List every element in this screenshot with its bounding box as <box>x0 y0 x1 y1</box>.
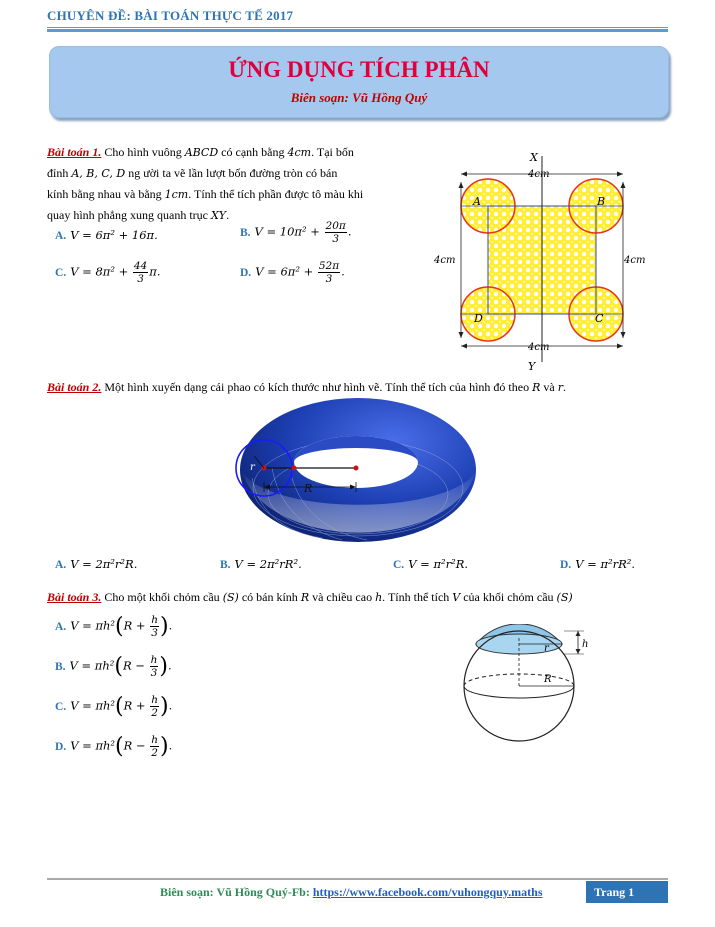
option-letter: C. <box>55 266 67 279</box>
option-letter: C. <box>55 700 67 713</box>
fraction-denominator: 2 <box>151 747 158 759</box>
author-line: Biên soạn: Vũ Hồng Quý <box>290 90 428 105</box>
problem1-text-part: . <box>226 208 230 222</box>
option-letter: D. <box>560 559 572 571</box>
label-right-4cm: 4cm <box>624 255 646 266</box>
fraction-numerator: 20π <box>325 220 346 232</box>
fraction-denominator: 3 <box>137 273 144 285</box>
option-letter: B. <box>55 660 66 673</box>
problem3-cap-s: (S) <box>222 591 239 604</box>
facebook-link[interactable]: https://www.facebook.com/vuhongquy.maths <box>312 885 543 899</box>
torus-label-big-r: R <box>304 482 313 495</box>
problem1-option-b[interactable]: B. V = 10π² + $\frac{20\pi}{3}$ . <box>240 220 352 245</box>
fraction <box>318 260 340 285</box>
problem3-option-d[interactable]: D. V = πh²(R − $\frac{h}{2}$ ). <box>55 734 173 759</box>
problem3-text-part: có bán kính <box>238 590 301 604</box>
page-number: Trang 1 <box>586 881 668 903</box>
problem2-text-part: Một hình xuyến dạng cái phao có kích thước như hình vẽ. Tính thể tích của hình đó theo <box>101 380 533 394</box>
problem3-option-c[interactable]: C. V = πh²(R + $\frac{h}{2}$ ). <box>55 694 173 719</box>
option-expression: V = 2π²r²R <box>70 557 134 571</box>
label-c: C <box>595 312 604 325</box>
problem3-option-b[interactable]: B. V = πh²(R − $\frac{h}{3}$ ). <box>55 654 172 679</box>
fraction-numerator: h <box>150 654 158 666</box>
fraction-numerator: 52π <box>318 260 340 272</box>
fraction-numerator: 44 <box>133 260 148 272</box>
option-letter: D. <box>240 266 252 279</box>
fraction <box>150 654 159 679</box>
problem1-text-part: Cho hình vuông <box>101 145 185 159</box>
option-inner: R + <box>123 698 150 713</box>
label-x: X <box>530 151 538 164</box>
label-top-4cm: 4cm <box>528 169 550 180</box>
problem2-option-a[interactable]: A. V = 2π²r²R. <box>55 557 138 571</box>
fraction-denominator: 2 <box>151 707 158 719</box>
problem1-option-d[interactable]: D. V = 6π² + $\frac{52\pi}{3}$ . <box>240 260 345 285</box>
label-b: B <box>597 195 606 208</box>
fraction <box>133 260 148 285</box>
problem2-label: Bài toán 2. <box>47 380 102 394</box>
problem2-text <box>47 377 677 398</box>
fraction-numerator: h <box>151 614 158 626</box>
problem3-text-part: của khối chỏm cầu <box>460 590 557 604</box>
problem1-text-part: ng ười ta vẽ lần lượt bốn đường tròn có bán <box>125 166 338 180</box>
problem1-text-part: quay hình phẳng xung quanh trục <box>47 208 211 222</box>
option-letter: D. <box>55 740 67 753</box>
problem2-text-part: và <box>540 380 558 394</box>
option-letter: A. <box>55 230 67 242</box>
page-title: ỨNG DỤNG TÍCH PHÂN <box>228 57 490 82</box>
option-expression: V = π²rR² <box>575 557 632 571</box>
option-expression: V = 6π² + <box>255 264 317 279</box>
label-left-4cm: 4cm <box>434 255 456 266</box>
problem1-vertices: A, B, C, D <box>71 167 126 180</box>
option-inner: R − <box>123 738 150 753</box>
cap-label-h: h <box>582 639 589 650</box>
option-expression: V = 6π² + 16π <box>70 228 155 242</box>
problem1-label: Bài toán 1. <box>47 145 102 159</box>
fraction-denominator: 3 <box>332 233 340 245</box>
label-d: D <box>474 312 483 325</box>
footer-rule <box>47 878 668 880</box>
problem1-option-c[interactable]: C. V = 8π² + $\frac{44}{3}$ π. <box>55 260 161 285</box>
fraction <box>325 220 347 245</box>
cap-label-r: r <box>544 643 549 654</box>
option-letter: A. <box>55 559 67 571</box>
torus-label-r: r <box>250 462 255 473</box>
problem3-text-part: . Tính thể tích <box>382 590 453 604</box>
problem3-text-part: Cho một khối chỏm cầu <box>101 590 223 604</box>
option-expression: V = πh² <box>70 738 116 753</box>
problem1-text-part: kính bằng nhau và bằng <box>47 187 165 201</box>
problem3-var-v: V <box>452 591 461 604</box>
option-letter: B. <box>240 226 251 239</box>
fraction-denominator: 3 <box>151 627 158 639</box>
problem1-side: 4cm <box>287 146 312 159</box>
label-a: A <box>473 195 481 208</box>
problem2-option-d[interactable]: D. V = π²rR². <box>560 557 636 571</box>
option-expression: V = πh² <box>70 698 116 713</box>
spherical-cap-figure <box>458 624 598 748</box>
problem2-text-part: . <box>562 380 566 394</box>
problem3-text-part: và chiều cao <box>309 590 376 604</box>
option-expression: V = πh² <box>70 618 116 633</box>
fraction <box>150 734 159 759</box>
problem1-text-part: . Tại bốn <box>311 145 354 159</box>
problem3-cap-s: (S) <box>556 591 573 604</box>
option-letter: B. <box>220 559 231 571</box>
option-expression: V = πh² <box>69 658 115 673</box>
fraction-denominator: 3 <box>325 273 333 285</box>
option-letter: A. <box>55 620 67 633</box>
problem3-option-a[interactable]: A. V = πh²(R + $\frac{h}{3}$ ). <box>55 614 173 639</box>
footer-credit-text: Biên soạn: Vũ Hồng Quý-Fb: <box>160 885 313 899</box>
fraction-denominator: 3 <box>150 667 158 679</box>
option-expression: V = 10π² + <box>254 224 324 239</box>
problem2-var-r: r <box>557 381 563 394</box>
problem1-text-part: đỉnh <box>47 166 72 180</box>
problem1-text-part: . Tính thể tích phần được tô màu khi <box>188 187 364 201</box>
problem2-var-r-big: R <box>532 381 541 394</box>
problem1-text <box>47 142 407 226</box>
label-bottom-4cm: 4cm <box>528 342 550 353</box>
fraction <box>150 614 159 639</box>
label-y: Y <box>528 360 536 373</box>
problem3-var-h: h <box>375 591 383 604</box>
square-circles-figure <box>428 146 658 374</box>
problem1-square: ABCD <box>184 146 219 159</box>
problem2-option-c[interactable]: C. V = π²r²R. <box>393 557 469 571</box>
header-rule <box>47 27 668 32</box>
problem3-text <box>47 587 677 608</box>
problem1-option-a[interactable]: A. V = 6π² + 16π. <box>55 228 158 242</box>
problem3-label: Bài toán 3. <box>47 590 102 604</box>
problem1-axis: XY <box>210 209 227 222</box>
problem1-text-part: có cạnh bằng <box>218 145 288 159</box>
option-expression-tail: π <box>149 264 157 279</box>
cap-label-big-r: R <box>544 674 552 685</box>
problem2-option-b[interactable]: B. V = 2π²rR². <box>220 557 302 571</box>
title-box <box>49 46 669 118</box>
torus-figure <box>232 398 480 546</box>
fraction-numerator: h <box>151 734 158 746</box>
option-inner: R + <box>123 618 150 633</box>
option-expression: V = 8π² + <box>70 264 132 279</box>
footer-credit <box>160 885 543 900</box>
option-inner: R − <box>122 658 149 673</box>
fraction <box>150 694 159 719</box>
option-expression: V = 2π²rR² <box>234 557 299 571</box>
problem3-var-r: R <box>300 591 310 604</box>
option-expression: V = π²r²R <box>408 557 465 571</box>
document-header: CHUYÊN ĐỀ: BÀI TOÁN THỰC TẾ 2017 <box>47 8 294 23</box>
fraction-numerator: h <box>151 694 158 706</box>
option-letter: C. <box>393 559 405 571</box>
problem1-radius: 1cm <box>164 188 189 201</box>
